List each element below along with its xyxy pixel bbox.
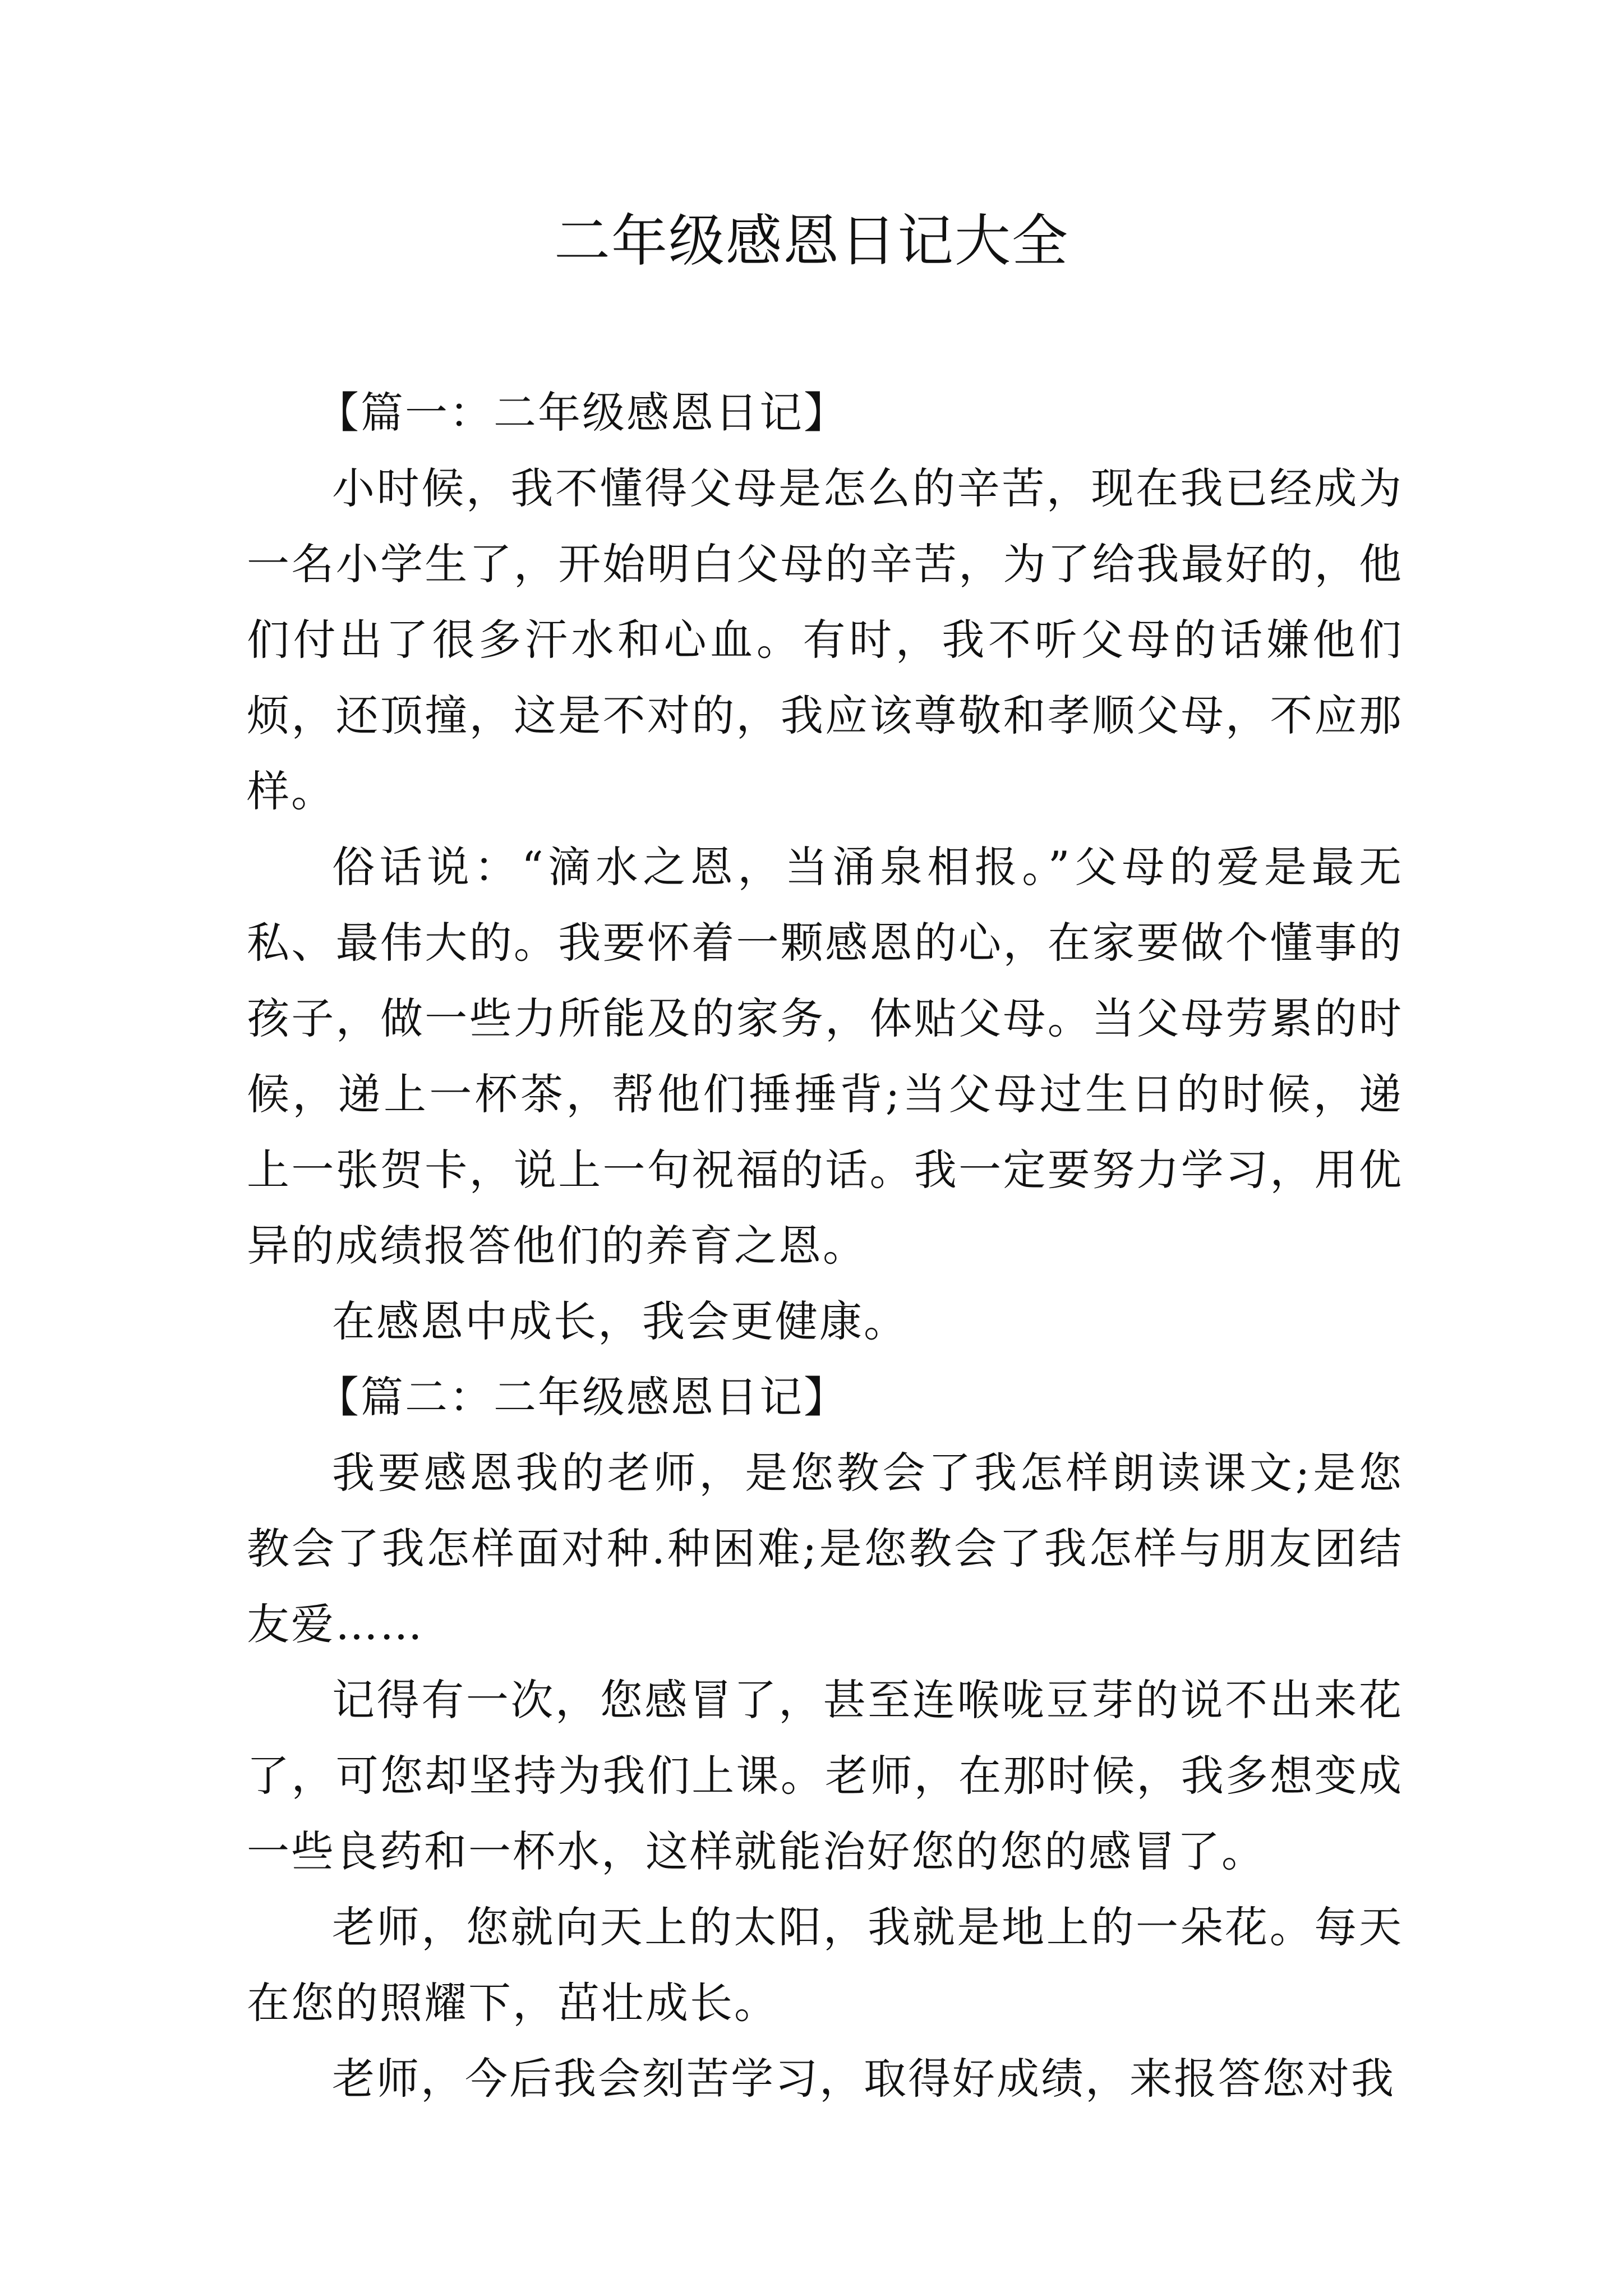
document-title: 二年级感恩日记大全 — [554, 208, 1069, 274]
paragraph: 小时候，我不懂得父母是怎么的辛苦，现在我已经成为一名小学生了，开始明白父母的辛苦，为了给我最好的，他们付出了很多汗水和心血。有时，我不听父母的话嫌他们烦，还顶撞，这是不对的，我应该尊敬和孝顺父母，不应那样。 — [247, 463, 1403, 816]
section-heading-1: 【篇一：二年级感恩日记】 — [316, 388, 848, 438]
paragraph: 我要感恩我的老师，是您教会了我怎样朗读课文;是您教会了我怎样面对种.种困难;是您教会了我怎样与朋友团结友爱…… — [247, 1448, 1403, 1649]
paragraph: 记得有一次，您感冒了，甚至连喉咙豆芽的说不出来花了，可您却坚持为我们上课。老师，在那时候，我多想变成一些良药和一杯水，这样就能治好您的您的感冒了。 — [247, 1675, 1403, 1876]
section-heading-2: 【篇二：二年级感恩日记】 — [316, 1372, 848, 1422]
document-body — [247, 375, 1403, 2116]
paragraph: 俗话说：“滴水之恩，当涌泉相报。”父母的爱是最无私、最伟大的。我要怀着一颗感恩的心，在家要做个懂事的孩子，做一些力所能及的家务，体贴父母。当父母劳累的时候，递上一杯茶，帮他们捶捶背;当父母过生日的时候，递上一张贺卡，说上一句祝福的话。我一定要努力学习，用优异的成绩报答他们的养育之恩。 — [247, 842, 1403, 1271]
paragraph: 在感恩中成长，我会更健康。 — [332, 1296, 908, 1346]
paragraph: 老师，今后我会刻苦学习，取得好成绩，来报答您对我 — [332, 2054, 1395, 2104]
paragraph: 老师，您就向天上的太阳，我就是地上的一朵花。每天在您的照耀下，茁壮成长。 — [247, 1902, 1403, 2028]
